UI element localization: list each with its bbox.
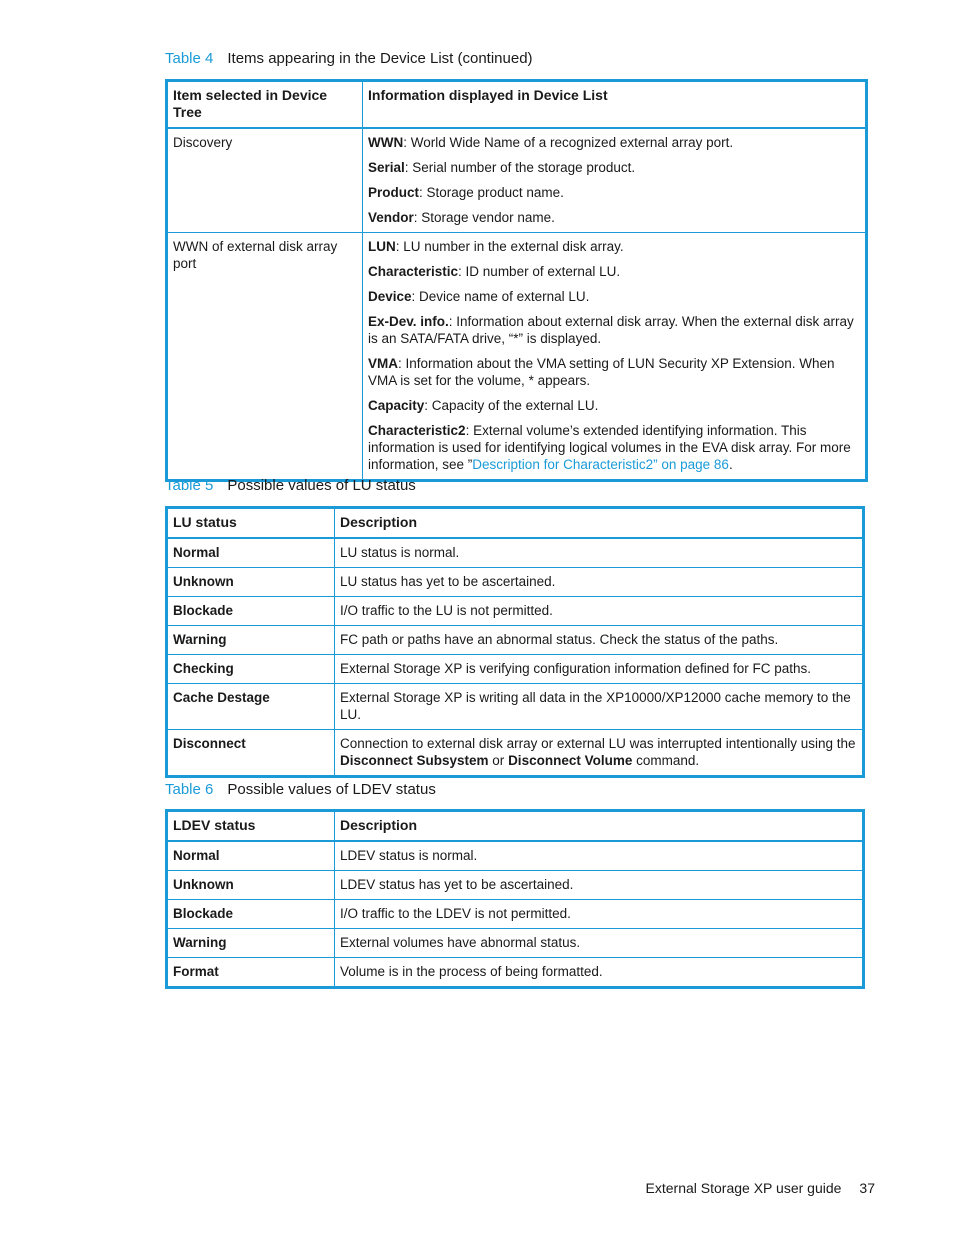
table-row	[167, 538, 864, 568]
table-row	[167, 730, 864, 777]
info-line	[368, 313, 860, 347]
status-cell: Blockade	[167, 900, 335, 929]
description-text: or	[488, 753, 509, 768]
status-cell: Checking	[167, 655, 335, 684]
table4-number: Table 4	[165, 50, 214, 67]
column-header: LDEV status	[167, 811, 335, 842]
info-term: Capacity	[368, 398, 425, 413]
status-cell: Warning	[167, 626, 335, 655]
table6-title: Possible values of LDEV status	[227, 781, 436, 798]
footer-title: External Storage XP user guide	[645, 1180, 842, 1196]
table-row	[167, 128, 867, 233]
column-header: LU status	[167, 508, 335, 539]
description-cell: LDEV status is normal.	[335, 841, 864, 871]
ldev-status-table	[165, 809, 865, 989]
table-header-row	[167, 81, 867, 129]
table-header-row	[167, 811, 864, 842]
description-cell: FC path or paths have an abnormal status. Check the status of the paths.	[335, 626, 864, 655]
info-line	[368, 184, 860, 201]
info-term: LUN	[368, 239, 396, 254]
info-line	[368, 288, 860, 305]
command-name: Disconnect Subsystem	[340, 753, 489, 768]
description-cell: I/O traffic to the LDEV is not permitted.	[335, 900, 864, 929]
description-cell: I/O traffic to the LU is not permitted.	[335, 597, 864, 626]
info-text: : ID number of external LU.	[458, 264, 621, 279]
lu-status-table	[165, 506, 865, 778]
characteristic2-link[interactable]: Description for Characteristic2” on page 86	[472, 457, 729, 472]
status-cell: Warning	[167, 929, 335, 958]
description-cell: External Storage XP is writing all data in the XP10000/XP12000 cache memory to the LU.	[335, 684, 864, 730]
table-row	[167, 900, 864, 929]
status-cell: Unknown	[167, 871, 335, 900]
status-cell: Normal	[167, 538, 335, 568]
table5-number: Table 5	[165, 477, 214, 494]
status-cell: Blockade	[167, 597, 335, 626]
table-row	[167, 958, 864, 988]
info-text: : Storage product name.	[419, 185, 564, 200]
info-line	[368, 422, 860, 473]
info-text: : World Wide Name of a recognized external array port.	[403, 135, 734, 150]
description-cell: LU status is normal.	[335, 538, 864, 568]
description-cell: LU status has yet to be ascertained.	[335, 568, 864, 597]
description-text: Connection to external disk array or external LU was interrupted intentionally using the	[340, 736, 856, 751]
info-term: VMA	[368, 356, 398, 371]
description-cell: LDEV status has yet to be ascertained.	[335, 871, 864, 900]
info-text: : Storage vendor name.	[413, 210, 555, 225]
info-line	[368, 355, 860, 389]
table-row	[167, 841, 864, 871]
info-term: Vendor	[368, 210, 414, 225]
info-text: : Information about external disk array. When the external disk array is an SATA/FATA drive, “*” is displayed.	[368, 314, 854, 346]
description-cell	[335, 730, 864, 777]
info-line	[368, 134, 860, 151]
info-cell	[363, 233, 867, 481]
info-term: Serial	[368, 160, 405, 175]
column-header: Information displayed in Device List	[363, 81, 867, 129]
info-text: : Capacity of the external LU.	[424, 398, 599, 413]
info-line	[368, 209, 860, 226]
table6-number: Table 6	[165, 781, 214, 798]
info-text: : LU number in the external disk array.	[395, 239, 624, 254]
column-header: Description	[335, 811, 864, 842]
item-cell: WWN of external disk array port	[167, 233, 363, 481]
info-line	[368, 238, 860, 255]
table6-caption	[165, 781, 436, 798]
description-cell: External Storage XP is verifying configuration information defined for FC paths.	[335, 655, 864, 684]
info-term: Characteristic2	[368, 423, 466, 438]
status-cell: Format	[167, 958, 335, 988]
table-row	[167, 929, 864, 958]
info-term: Device	[368, 289, 412, 304]
command-name: Disconnect Volume	[508, 753, 633, 768]
table-row	[167, 655, 864, 684]
info-cell	[363, 128, 867, 233]
table5-caption	[165, 477, 416, 494]
device-list-table	[165, 79, 868, 482]
info-term: Product	[368, 185, 420, 200]
info-line	[368, 159, 860, 176]
table-row	[167, 871, 864, 900]
info-line	[368, 397, 860, 414]
column-header: Item selected in Device Tree	[167, 81, 363, 129]
page-footer	[560, 1180, 875, 1196]
description-text: command.	[632, 753, 700, 768]
info-text: .	[728, 457, 733, 472]
description-cell: External volumes have abnormal status.	[335, 929, 864, 958]
info-line	[368, 263, 860, 280]
item-cell: Discovery	[167, 128, 363, 233]
table-row	[167, 597, 864, 626]
info-text: : Serial number of the storage product.	[404, 160, 636, 175]
description-cell: Volume is in the process of being formatted.	[335, 958, 864, 988]
status-cell: Normal	[167, 841, 335, 871]
column-header: Description	[335, 508, 864, 539]
info-term: Ex-Dev. info.	[368, 314, 449, 329]
status-cell: Disconnect	[167, 730, 335, 777]
table-row	[167, 233, 867, 481]
table-row	[167, 568, 864, 597]
status-cell: Unknown	[167, 568, 335, 597]
table-row	[167, 626, 864, 655]
table4-caption	[165, 50, 533, 67]
info-text: : External volume’s extended identifying information. This information is used for identifying logical volumes in the EVA disk array. For more information, see ”	[368, 423, 851, 472]
info-text: : Information about the VMA setting of LUN Security XP Extension. When VMA is set for the volume, * appears.	[368, 356, 835, 388]
info-term: WWN	[368, 135, 404, 150]
info-text: : Device name of external LU.	[411, 289, 590, 304]
table-row	[167, 684, 864, 730]
info-term: Characteristic	[368, 264, 459, 279]
page-number: 37	[859, 1180, 875, 1196]
table5-title: Possible values of LU status	[227, 477, 416, 494]
table4-title: Items appearing in the Device List (continued)	[227, 50, 533, 67]
table-header-row	[167, 508, 864, 539]
status-cell: Cache Destage	[167, 684, 335, 730]
